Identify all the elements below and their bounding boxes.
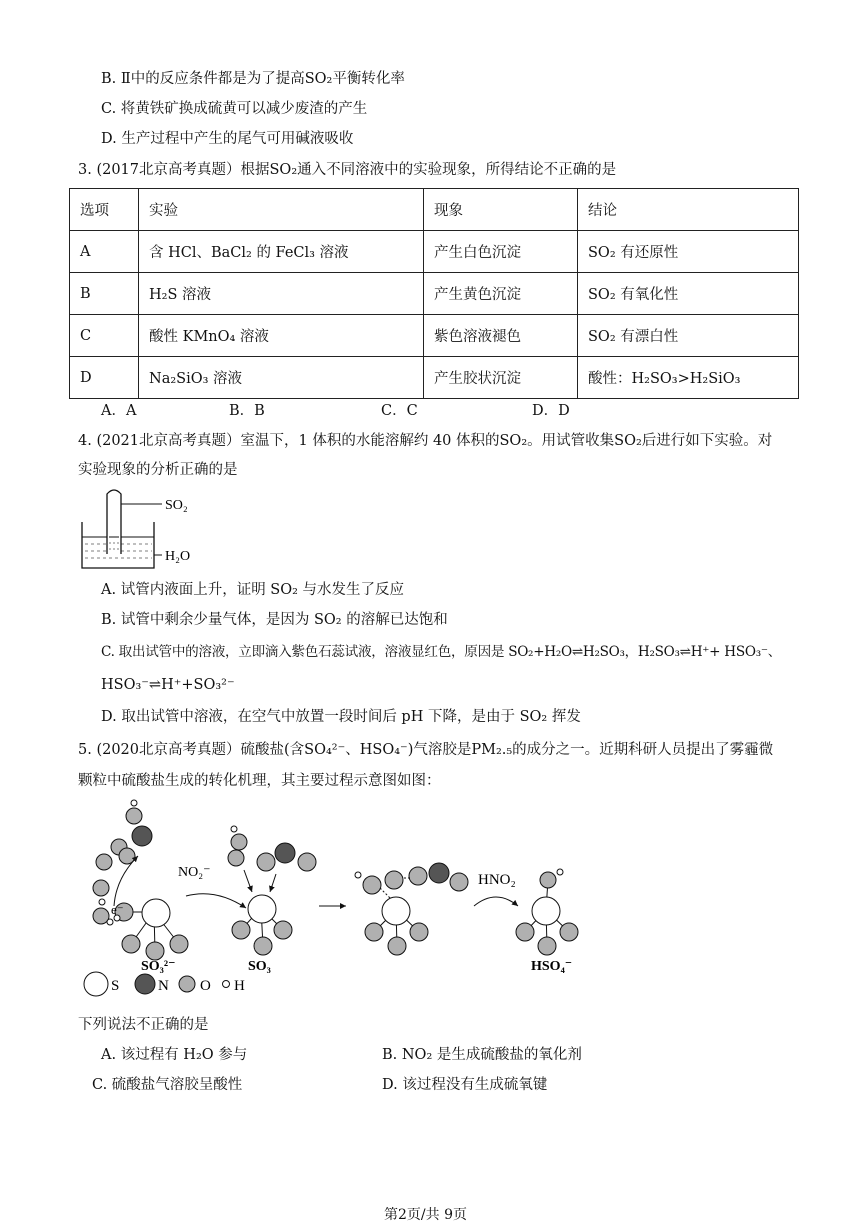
label-no2-minus: NO₂⁻ bbox=[178, 865, 211, 880]
table-cell: C bbox=[70, 315, 139, 357]
label-so2: SO₂ bbox=[165, 498, 188, 513]
legend-s-icon bbox=[84, 972, 108, 996]
q2-option-d: D. 生产过程中产生的尾气可用碱液吸收 bbox=[101, 131, 354, 147]
legend-n-icon bbox=[135, 974, 155, 994]
q4-test-tube-figure bbox=[76, 484, 206, 574]
q5-option-c: C. 硫酸盐气溶胶呈酸性 bbox=[92, 1077, 243, 1093]
q4-option-c-line2: HSO₃⁻⇌H⁺+SO₃²⁻ bbox=[101, 677, 235, 693]
legend-o-icon bbox=[179, 976, 195, 992]
table-header-row bbox=[70, 189, 799, 231]
label-electron: e⁻ bbox=[111, 902, 124, 917]
h-atom bbox=[107, 919, 113, 925]
q4-option-d: D. 取出试管中溶液，在空气中放置一段时间后 pH 下降，是由于 SO₂ 挥发 bbox=[101, 709, 581, 725]
q5-question: 下列说法不正确的是 bbox=[78, 1017, 209, 1033]
q5-option-b: B. NO₂ 是生成硫酸盐的氧化剂 bbox=[382, 1047, 582, 1063]
q4-option-c-line1: C. 取出试管中的溶液，立即滴入紫色石蕊试液，溶液显红色，原因是 SO₂+H₂O⇌H₂SO₃，H₂SO₃⇌H⁺+ HSO₃⁻、 bbox=[101, 644, 782, 660]
legend-o: O bbox=[200, 978, 211, 994]
h-atom bbox=[131, 800, 137, 806]
table-row bbox=[70, 315, 799, 357]
o-atom bbox=[385, 871, 403, 889]
table-cell: D bbox=[70, 357, 139, 399]
table-header-cell: 现象 bbox=[424, 189, 578, 231]
o-atom bbox=[388, 937, 406, 955]
s-atom bbox=[142, 899, 170, 927]
o-atom bbox=[146, 942, 164, 960]
o-atom bbox=[450, 873, 468, 891]
o-atom bbox=[538, 937, 556, 955]
h-atom bbox=[557, 869, 563, 875]
n-atom bbox=[132, 826, 152, 846]
o-atom bbox=[228, 850, 244, 866]
q5-mechanism-figure bbox=[76, 798, 596, 1000]
o-atom bbox=[410, 923, 428, 941]
o-atom bbox=[93, 880, 109, 896]
h-atom bbox=[231, 826, 237, 832]
table-cell: H₂S 溶液 bbox=[139, 273, 424, 315]
legend-h-icon bbox=[223, 981, 230, 988]
table-cell: 产生胶状沉淀 bbox=[424, 357, 578, 399]
table-cell: SO₂ 有氧化性 bbox=[578, 273, 799, 315]
o-atom bbox=[122, 935, 140, 953]
o-atom bbox=[170, 935, 188, 953]
q4-stem-line2: 实验现象的分析正确的是 bbox=[78, 462, 238, 478]
table-cell: SO₂ 有漂白性 bbox=[578, 315, 799, 357]
h-atom bbox=[99, 899, 105, 905]
label-so3: SO₃ bbox=[248, 959, 271, 974]
legend-s: S bbox=[111, 978, 120, 994]
q4-option-b: B. 试管中剩余少量气体，是因为 SO₂ 的溶解已达饱和 bbox=[101, 612, 448, 628]
o-atom bbox=[365, 923, 383, 941]
legend-h: H bbox=[234, 978, 245, 994]
table-header-cell: 实验 bbox=[139, 189, 424, 231]
q2-option-c: C. 将黄铁矿换成硫黄可以减少废渣的产生 bbox=[101, 101, 368, 117]
o-atom bbox=[231, 834, 247, 850]
o-atom bbox=[232, 921, 250, 939]
s-atom bbox=[248, 895, 276, 923]
table-header-cell: 结论 bbox=[578, 189, 799, 231]
o-atom bbox=[516, 923, 534, 941]
table-cell: 酸性：H₂SO₃>H₂SiO₃ bbox=[578, 357, 799, 399]
o-atom bbox=[126, 808, 142, 824]
label-hno2: HNO₂ bbox=[478, 872, 516, 888]
s-atom bbox=[382, 897, 410, 925]
q5-stem-line2: 颗粒中硫酸盐生成的转化机理，其主要过程示意图如图： bbox=[78, 773, 441, 789]
table-row bbox=[70, 231, 799, 273]
table-cell: 紫色溶液褪色 bbox=[424, 315, 578, 357]
q5-stem-line1: 5. (2020北京高考真题）硫酸盐(含SO₄²⁻、HSO₄⁻)气溶胶是PM₂.₅的成分之一。近期科研人员提出了雾霾微 bbox=[78, 742, 774, 758]
o-atom bbox=[540, 872, 556, 888]
q3-table bbox=[69, 188, 799, 399]
o-atom bbox=[363, 876, 381, 894]
q2-option-b: B. Ⅱ中的反应条件都是为了提高SO₂平衡转化率 bbox=[101, 71, 405, 87]
o-atom bbox=[96, 854, 112, 870]
q3-choice-d: D．D bbox=[532, 403, 570, 419]
label-hso4-minus: HSO₄⁻ bbox=[531, 959, 573, 974]
s-atom bbox=[532, 897, 560, 925]
table-cell: A bbox=[70, 231, 139, 273]
table-row bbox=[70, 273, 799, 315]
q3-stem: 3. (2017北京高考真题）根据SO₂通入不同溶液中的实验现象，所得结论不正确的是 bbox=[78, 162, 617, 178]
table-cell: 产生白色沉淀 bbox=[424, 231, 578, 273]
o-atom bbox=[560, 923, 578, 941]
table-cell: B bbox=[70, 273, 139, 315]
table-cell: SO₂ 有还原性 bbox=[578, 231, 799, 273]
table-cell: 含 HCl、BaCl₂ 的 FeCl₃ 溶液 bbox=[139, 231, 424, 273]
q3-choice-b: B．B bbox=[229, 403, 265, 419]
n-atom bbox=[275, 843, 295, 863]
label-h2o: H₂O bbox=[165, 549, 191, 564]
o-atom bbox=[298, 853, 316, 871]
o-atom bbox=[254, 937, 272, 955]
o-atom bbox=[409, 867, 427, 885]
q5-option-a: A. 该过程有 H₂O 参与 bbox=[101, 1047, 248, 1063]
q5-option-d: D. 该过程没有生成硫氧键 bbox=[382, 1077, 548, 1093]
q4-stem-line1: 4. (2021北京高考真题）室温下，1 体积的水能溶解约 40 体积的SO₂。用试管收集SO₂后进行如下实验。对 bbox=[78, 433, 773, 449]
label-so3-2minus: SO₃²⁻ bbox=[141, 959, 176, 974]
table-cell: Na₂SiO₃ 溶液 bbox=[139, 357, 424, 399]
o-atom bbox=[257, 853, 275, 871]
page-footer: 第2页/共 9页 bbox=[384, 1207, 467, 1223]
q3-choice-c: C．C bbox=[381, 403, 418, 419]
q3-choice-a: A．A bbox=[101, 403, 137, 419]
table-cell: 酸性 KMnO₄ 溶液 bbox=[139, 315, 424, 357]
table-header-cell: 选项 bbox=[70, 189, 139, 231]
n-atom bbox=[429, 863, 449, 883]
h-atom bbox=[355, 872, 361, 878]
table-row bbox=[70, 357, 799, 399]
o-atom bbox=[274, 921, 292, 939]
table-cell: 产生黄色沉淀 bbox=[424, 273, 578, 315]
q4-option-a: A. 试管内液面上升，证明 SO₂ 与水发生了反应 bbox=[101, 582, 405, 598]
legend-n: N bbox=[158, 978, 169, 994]
